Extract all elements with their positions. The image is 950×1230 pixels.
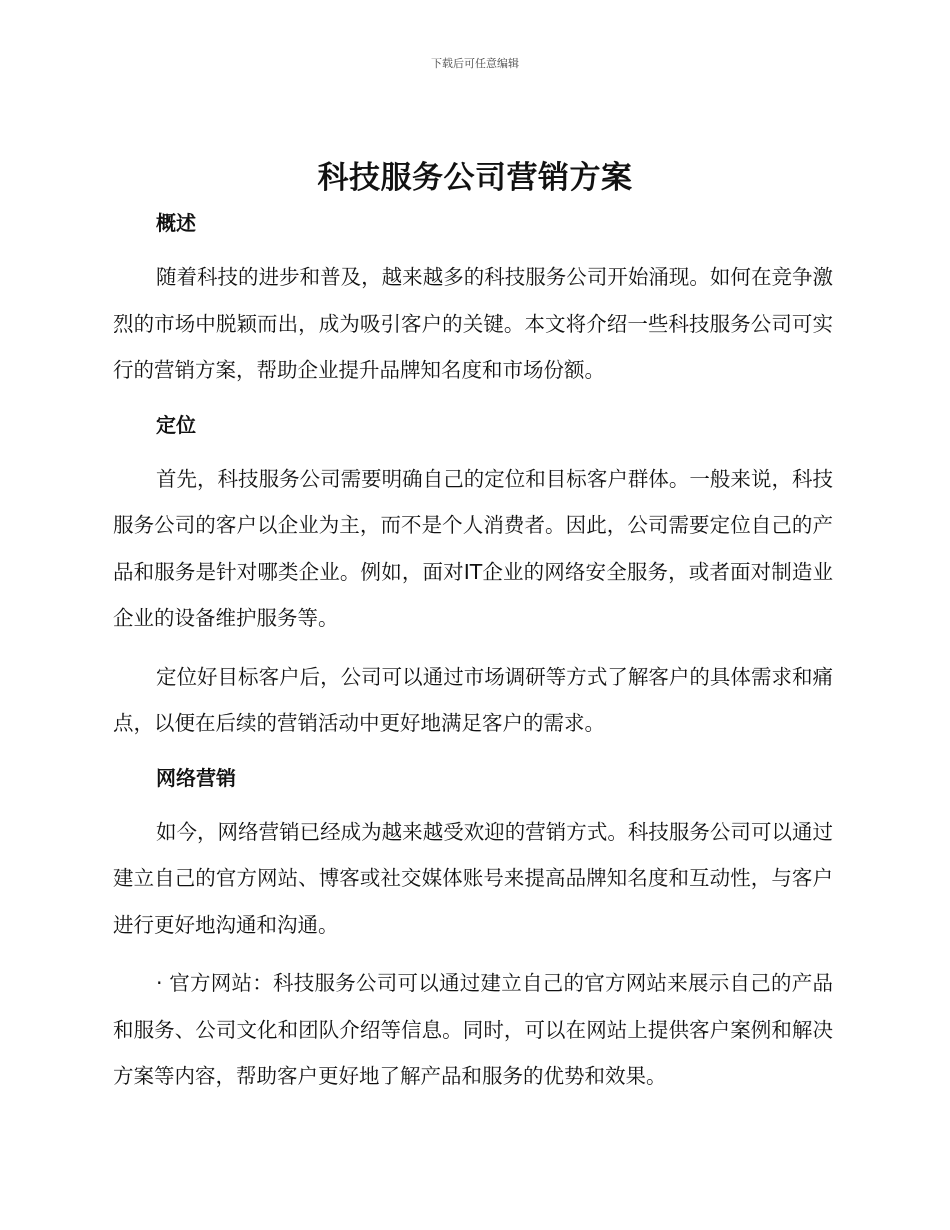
section-heading-online-marketing: 网络营销 <box>156 765 236 790</box>
document-body <box>113 206 833 1100</box>
section-heading-overview: 概述 <box>156 211 196 235</box>
paragraph-official-website: · 官方网站：科技服务公司可以通过建立自己的官方网站来展示自己的产品和服务、公司文化和团队介绍等信息。同时，可以在网站上提供客户案例和解决方案等内容，帮助客户更好地了解产品和服务的优势和效果。 <box>113 971 833 1088</box>
paragraph-positioning-2: 定位好目标客户后，公司可以通过市场调研等方式了解客户的具体需求和痛点，以便在后续的营销活动中更好地满足客户的需求。 <box>113 664 833 735</box>
paragraph-positioning-1: 首先，科技服务公司需要明确自己的定位和目标客户群体。一般来说，科技服务公司的客户以企业为主，而不是个人消费者。因此，公司需要定位自己的产品和服务是针对哪类企业。例如，面对IT企业的网络安全服务，或者面对制造业企业的设备维护服务等。 <box>113 466 833 630</box>
header-watermark: 下载后可任意编辑 <box>431 57 519 70</box>
document-title: 科技服务公司营销方案 <box>317 160 633 196</box>
paragraph-online-marketing-1: 如今，网络营销已经成为越来越受欢迎的营销方式。科技服务公司可以通过建立自己的官方网站、博客或社交媒体账号来提高品牌知名度和互动性，与客户进行更好地沟通和沟通。 <box>113 819 833 937</box>
section-heading-positioning: 定位 <box>156 412 196 437</box>
paragraph-overview: 随着科技的进步和普及，越来越多的科技服务公司开始涌现。如何在竞争激烈的市场中脱颖而出，成为吸引客户的关键。本文将介绍一些科技服务公司可实行的营销方案，帮助企业提升品牌知名度和市场份额。 <box>113 265 833 382</box>
